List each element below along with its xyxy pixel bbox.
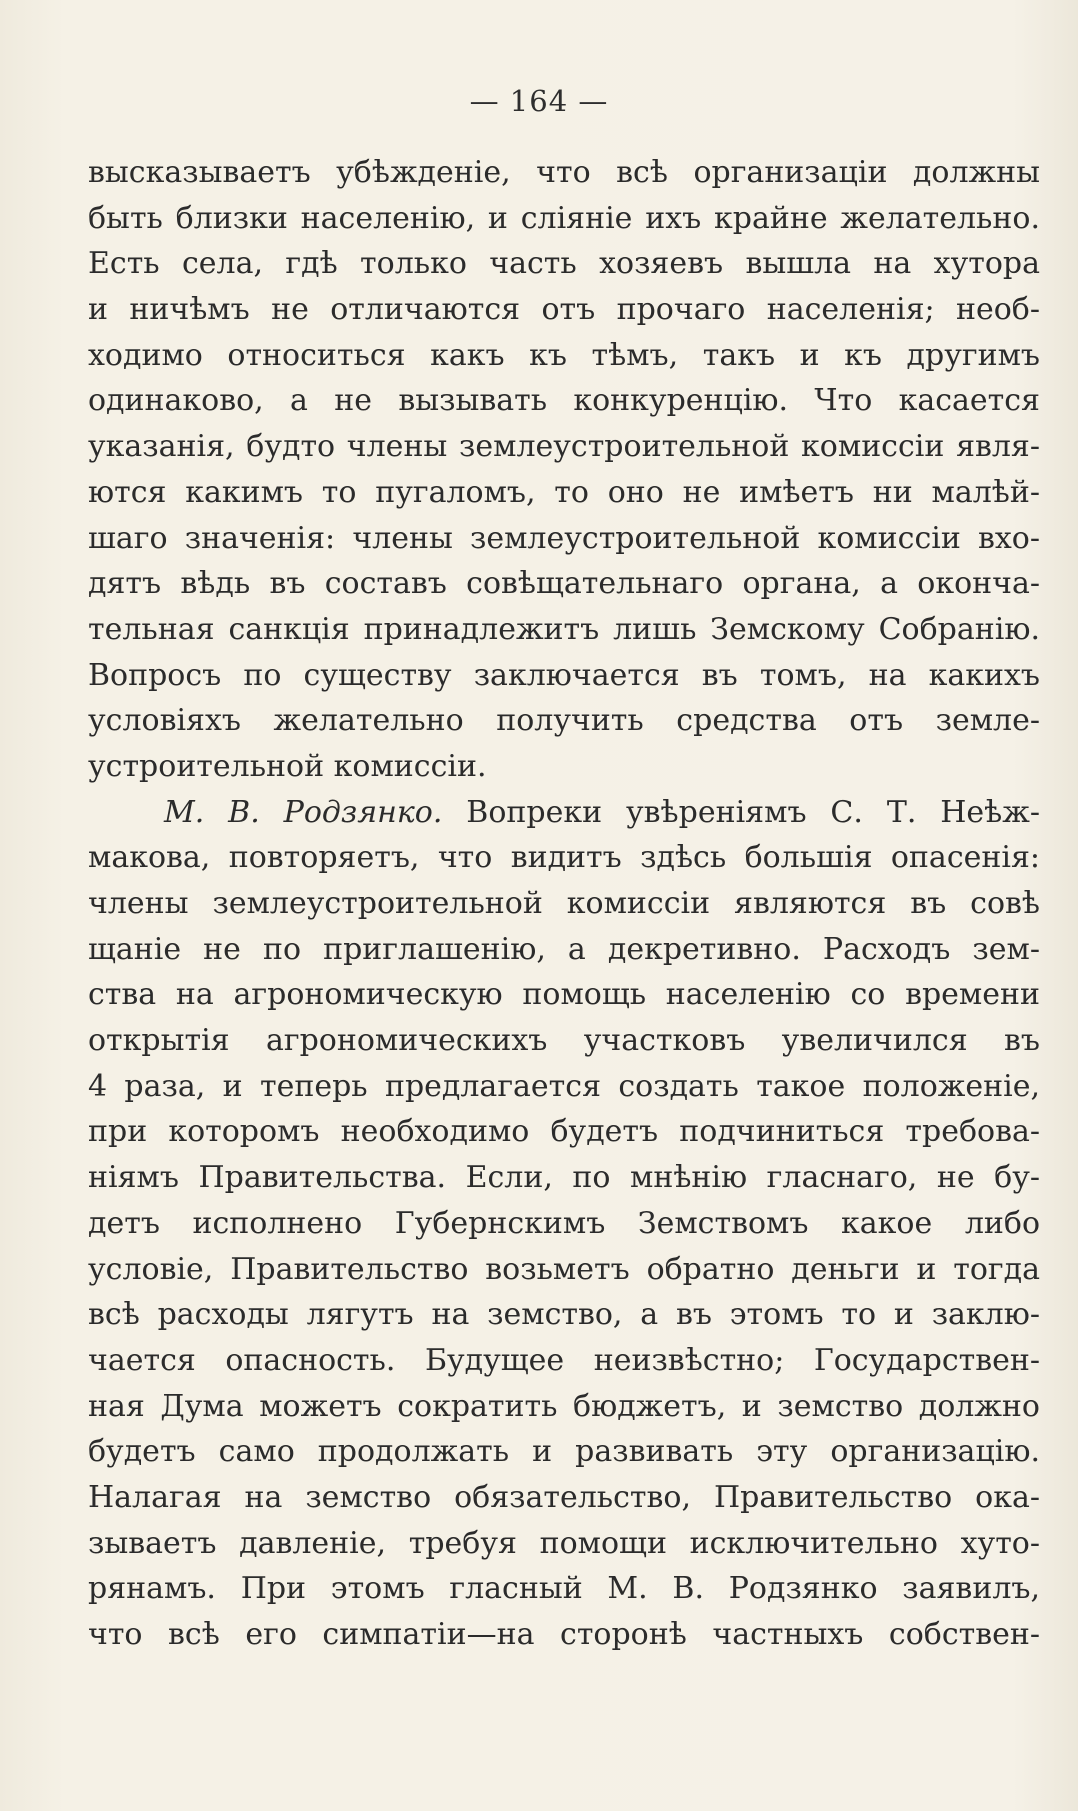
text-line — [88, 1155, 1040, 1201]
text-line — [88, 1247, 1040, 1293]
speaker-name: М. В. Родзянко. — [164, 794, 443, 830]
text-line — [88, 835, 1040, 881]
text-line — [88, 1064, 1040, 1110]
line-text: тельная санкція принадлежитъ лишь Земскому Собранію. — [88, 611, 1040, 647]
text-line — [88, 561, 1040, 607]
text-line — [88, 1384, 1040, 1430]
line-text: условіяхъ желательно получить средства отъ земле- — [88, 703, 1040, 739]
text-line — [88, 698, 1040, 744]
page-number: — 164 — — [469, 84, 609, 118]
text-line — [88, 1109, 1040, 1155]
line-text: при которомъ необходимо будетъ подчиниться требова- — [88, 1114, 1040, 1150]
line-text: шаго значенія: члены землеустроительной комиссіи вхо- — [88, 520, 1040, 556]
text-line — [88, 1018, 1040, 1064]
line-text: ходимо относиться какъ къ тѣмъ, такъ и къ другимъ — [88, 337, 1040, 373]
line-text: макова, повторяетъ, что видитъ здѣсь большія опасенія: — [88, 840, 1040, 876]
text-line — [88, 470, 1040, 516]
line-text: всѣ расходы лягутъ на земство, а въ этомъ то и заклю- — [88, 1297, 1040, 1333]
text-line — [88, 287, 1040, 333]
text-line — [88, 1292, 1040, 1338]
line-text: устроительной комиссіи. — [88, 748, 487, 784]
text-line — [88, 1612, 1040, 1658]
line-text: чается опасность. Будущее неизвѣстно; Государствен- — [88, 1342, 1040, 1378]
line-text: детъ исполнено Губернскимъ Земствомъ какое либо — [88, 1205, 1040, 1241]
line-text: открытія агрономическихъ участковъ увеличился въ — [88, 1023, 1040, 1059]
line-text: ства на агрономическую помощь населенію со времени — [88, 977, 1040, 1013]
text-line — [88, 1201, 1040, 1247]
line-text: Вопросъ по существу заключается въ томъ, на какихъ — [88, 657, 1040, 693]
line-text: рянамъ. При этомъ гласный М. В. Родзянко заявилъ, — [88, 1571, 1040, 1607]
text-line — [88, 333, 1040, 379]
line-text: Вопреки увѣреніямъ С. Т. Неѣж- — [442, 794, 1040, 830]
text-line — [88, 1475, 1040, 1521]
text-line — [88, 241, 1040, 287]
text-line — [88, 196, 1040, 242]
line-text: условіе, Правительство возьметъ обратно деньги и тогда — [88, 1251, 1040, 1287]
line-text: указанія, будто члены землеустроительной комиссіи явля- — [88, 429, 1040, 465]
line-text: будетъ само продолжать и развивать эту организацію. — [88, 1434, 1040, 1470]
line-text: Налагая на земство обязательство, Правительство ока- — [88, 1479, 1040, 1515]
line-text: ніямъ Правительства. Если, по мнѣнію гласнаго, не бу- — [88, 1160, 1040, 1196]
text-line — [88, 378, 1040, 424]
text-line — [88, 1566, 1040, 1612]
body-text — [88, 150, 1040, 1658]
line-text: дятъ вѣдь въ составъ совѣщательнаго органа, а оконча- — [88, 566, 1040, 602]
text-line — [88, 744, 1040, 790]
line-text: высказываетъ убѣжденіе, что всѣ организаціи должны — [88, 155, 1040, 190]
line-text: Есть села, гдѣ только часть хозяевъ вышла на хутора — [88, 246, 1040, 282]
line-text: зываетъ давленіе, требуя помощи исключительно хуто- — [88, 1525, 1040, 1561]
text-line — [88, 1521, 1040, 1567]
text-line — [88, 881, 1040, 927]
line-text: и ничѣмъ не отличаются отъ прочаго населенія; необ- — [88, 292, 1040, 328]
line-text: 4 раза, и теперь предлагается создать такое положеніе, — [88, 1068, 1040, 1104]
text-line — [88, 1429, 1040, 1475]
line-text: ная Дума можетъ сократить бюджетъ, и земство должно — [88, 1388, 1040, 1424]
text-line — [88, 790, 1040, 836]
line-text: быть близки населенію, и сліяніе ихъ крайне желательно. — [88, 200, 1040, 236]
text-line — [88, 424, 1040, 470]
text-line — [88, 1338, 1040, 1384]
text-line — [88, 927, 1040, 973]
line-text: одинаково, а не вызывать конкуренцію. Что касается — [88, 383, 1040, 419]
text-line — [88, 150, 1040, 196]
line-text: члены землеустроительной комиссіи являются въ совѣ — [88, 886, 1040, 921]
text-line — [88, 516, 1040, 562]
text-line — [88, 607, 1040, 653]
line-text: что всѣ его симпатіи—на сторонѣ частныхъ собствен- — [88, 1617, 1040, 1652]
text-line — [88, 653, 1040, 699]
line-text: ются какимъ то пугаломъ, то оно не имѣетъ ни малѣй- — [88, 474, 1040, 510]
line-text: щаніе не по приглашенію, а декретивно. Расходъ зем- — [88, 931, 1040, 967]
text-line — [88, 972, 1040, 1018]
